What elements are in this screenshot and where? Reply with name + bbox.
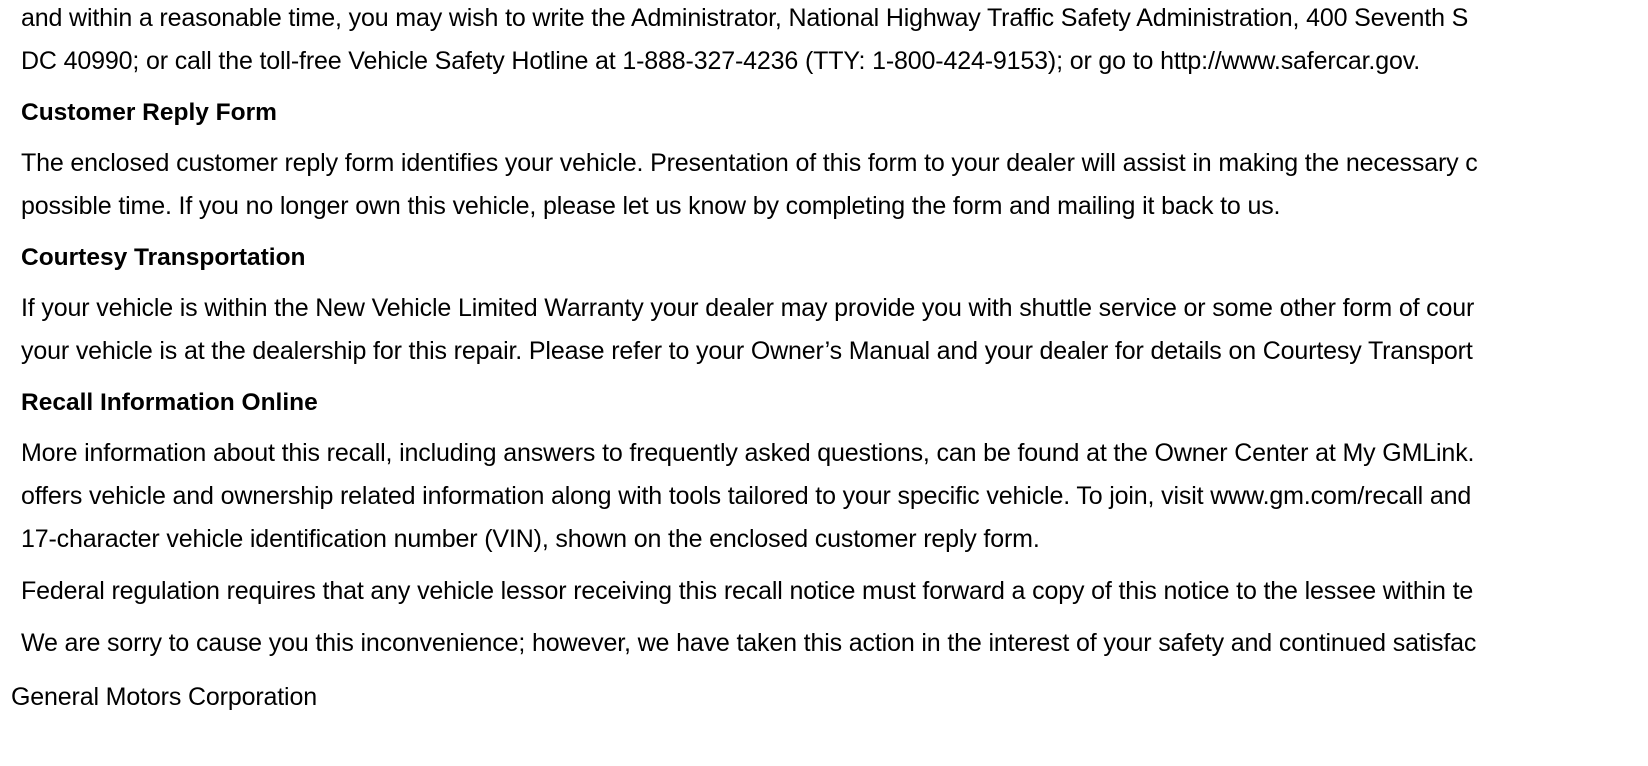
recall-information-online-line-1: More information about this recall, including answers to frequently asked questions, can be found at the Owner Center at My GMLink. [21,439,1475,467]
customer-reply-form-heading: Customer Reply Form [21,99,277,126]
courtesy-transportation-line-1: If your vehicle is within the New Vehicle Limited Warranty your dealer may provide you with shuttle service or some other form of cour [21,294,1475,322]
intro-line-2: DC 40990; or call the toll-free Vehicle Safety Hotline at 1-888-327-4236 (TTY: 1-800-424-9153); or go to http://www.safercar.gov. [21,47,1421,75]
recall-information-online-line-2: offers vehicle and ownership related information along with tools tailored to your specific vehicle. To join, visit www.gm.com/recall and [21,482,1472,510]
courtesy-transportation-line-2: your vehicle is at the dealership for this repair. Please refer to your Owner’s Manual and your dealer for details on Courtesy Transport [21,337,1473,365]
courtesy-transportation-heading: Courtesy Transportation [21,244,306,271]
signature-company-name: General Motors Corporation [11,683,317,711]
federal-regulation-paragraph: Federal regulation requires that any vehicle lessor receiving this recall notice must forward a copy of this notice to the lessee within te [21,577,1474,605]
customer-reply-form-line-2: possible time. If you no longer own this vehicle, please let us know by completing the form and mailing it back to us. [21,192,1281,220]
customer-reply-form-line-1: The enclosed customer reply form identifies your vehicle. Presentation of this form to your dealer will assist in making the necessary c [21,149,1478,177]
apology-paragraph: We are sorry to cause you this inconvenience; however, we have taken this action in the interest of your safety and continued satisfac [21,629,1477,657]
intro-line-1: and within a reasonable time, you may wish to write the Administrator, National Highway Traffic Safety Administration, 400 Seventh S [21,4,1469,32]
recall-information-online-heading: Recall Information Online [21,389,318,416]
recall-information-online-line-3: 17-character vehicle identification number (VIN), shown on the enclosed customer reply form. [21,525,1040,553]
